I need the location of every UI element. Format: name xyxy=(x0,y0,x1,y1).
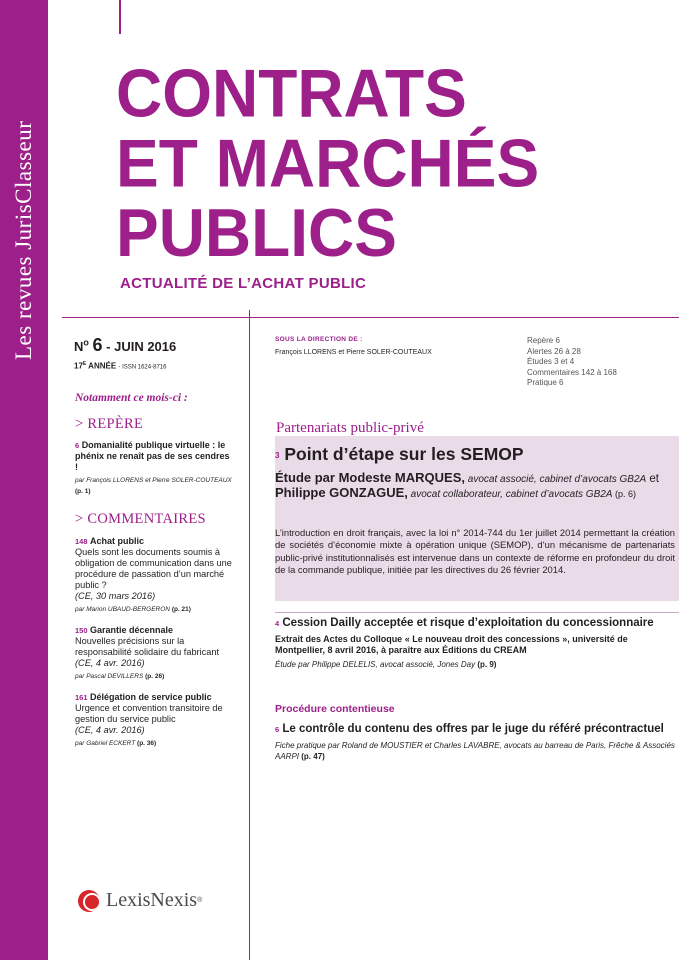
author-page: (p. 47) xyxy=(301,752,325,761)
direction-names: François LLORENS et Pierre SOLER-COUTEAUX xyxy=(275,349,432,356)
article-page: 4 xyxy=(275,619,280,628)
collection-label: Les revues JurisClasseur xyxy=(11,120,36,360)
issue-sup: o xyxy=(83,337,89,348)
toc-item: Pratique 6 xyxy=(527,378,564,387)
and-text: et xyxy=(646,473,659,485)
role-2: avocat collaborateur, cabinet d’avocats GB2A xyxy=(407,489,613,500)
item-ref: (CE, 30 mars 2016) xyxy=(75,591,156,601)
year-sup: E xyxy=(82,361,87,367)
toc-item: Alertes 26 à 28 xyxy=(527,346,581,356)
article-title-text: Cession Dailly acceptée et risque d’exploitation du concessionnaire xyxy=(282,617,654,629)
issue-prefix: N xyxy=(74,339,84,354)
author-name: par Marion UBAUD-BERGERON xyxy=(75,606,170,613)
auth-prefix: Étude par xyxy=(275,470,339,485)
year-label: ANNÉE xyxy=(86,361,117,371)
author-name: Fiche pratique par Roland de MOUSTIER et Charles LAVABRE, avocats au barreau de Paris, Frêche & Associés AARPI xyxy=(275,741,675,761)
item-desc: Urgence et convention transitoire de gestion du service public xyxy=(75,703,223,724)
item-page: 161 xyxy=(75,693,88,702)
title-line-2: ET MARCHÉS xyxy=(116,124,540,202)
page-ref: (p. 6) xyxy=(612,489,636,499)
article-dailly xyxy=(275,617,675,670)
item-author xyxy=(75,604,235,615)
author-name: par Pascal DEVILLERS xyxy=(75,673,144,680)
item-title: Domanialité publique virtuelle : le phénix ne renaît pas de ses cendres ! xyxy=(75,440,230,472)
featured-title-text: Point d’étape sur les SEMOP xyxy=(284,444,524,464)
article-author xyxy=(275,659,675,670)
sidebar-band xyxy=(0,0,48,960)
author-page: (p. 21) xyxy=(171,606,191,613)
issue-number xyxy=(74,335,176,356)
commentaires-heading: > COMMENTAIRES xyxy=(75,511,206,527)
item-desc: Quels sont les documents soumis à obligation de communication dans une procédure de passation d’un marché public ? xyxy=(75,547,232,590)
article-subtitle: Extrait des Actes du Colloque « Le nouveau droit des concessions », université de Montpellier, 8 avril 2016, à paraître aux Éditions du CREAM xyxy=(275,634,628,655)
article-page: 6 xyxy=(275,725,280,734)
item-author xyxy=(75,738,235,749)
author-name: Étude par Philippe DELELIS, avocat associé, Jones Day xyxy=(275,660,476,669)
item-ref: (CE, 4 avr. 2016) xyxy=(75,658,145,668)
author-1: Modeste MARQUES, xyxy=(338,470,465,485)
repere-item xyxy=(75,440,235,497)
featured-section-label: Partenariats public-privé xyxy=(276,420,424,436)
journal-title xyxy=(116,54,540,272)
role-1: avocat associé, cabinet d’avocats GB2A xyxy=(464,474,647,485)
title-line-3: PUBLICS xyxy=(116,194,397,272)
author-page: (p. 26) xyxy=(145,673,165,680)
item-author xyxy=(75,475,235,497)
year-num: 17 xyxy=(74,361,83,371)
comment-item xyxy=(75,692,235,749)
publisher-logo xyxy=(78,889,202,912)
item-author xyxy=(75,671,235,682)
item-page: 150 xyxy=(75,626,88,635)
divider-horizontal xyxy=(249,317,679,318)
issue-num: 6 xyxy=(92,335,103,355)
issue-date: - JUIN 2016 xyxy=(106,339,177,354)
featured-body: L’introduction en droit français, avec la loi n° 2014-744 du 1er juillet 2014 permettant la création de sociétés d’économie mixte à opération unique (SEMOP), d’un mécanisme de partenariats public-privé institutionnalisés est intervenue dans un contexte de réforme en profondeur du droit de la commande publique, initiée par les directives du 26 février 2014. xyxy=(275,527,675,576)
comment-item xyxy=(75,625,235,682)
toc-item: Commentaires 142 à 168 xyxy=(527,367,617,377)
author-2: Philippe GONZAGUE, xyxy=(275,485,408,500)
divider-top-vertical xyxy=(119,0,121,34)
item-page: 6 xyxy=(75,441,80,450)
item-ref: (CE, 4 avr. 2016) xyxy=(75,725,145,735)
featured-authors xyxy=(275,471,675,501)
article-controle xyxy=(275,723,675,762)
repere-heading: > REPÈRE xyxy=(75,416,144,432)
article-title xyxy=(275,723,675,736)
title-line-1: CONTRATS xyxy=(116,54,467,132)
issn: - ISSN 1624-8716 xyxy=(118,364,167,371)
logo-text: LexisNexis xyxy=(106,889,198,911)
divider-left-short xyxy=(62,317,249,318)
procedure-label: Procédure contentieuse xyxy=(275,703,395,715)
divider-article xyxy=(275,612,679,613)
item-title: Délégation de service public xyxy=(90,692,212,702)
author-page: (p. 9) xyxy=(477,660,497,669)
lexisnexis-logo-icon xyxy=(78,890,100,912)
featured-title xyxy=(275,444,524,465)
author-page: (p. 36) xyxy=(137,740,157,747)
toc-item: Repère 6 xyxy=(527,336,560,345)
article-author xyxy=(275,740,675,762)
registered-mark: ® xyxy=(197,897,203,904)
author-name: par Gabriel ECKERT xyxy=(75,740,136,747)
toc-list xyxy=(527,336,617,389)
author-page: (p. 1) xyxy=(75,488,91,495)
direction-label: SOUS LA DIRECTION DE : xyxy=(275,336,363,343)
article-title-text: Le contrôle du contenu des offres par le juge du référé précontractuel xyxy=(282,723,664,735)
featured-page: 3 xyxy=(275,450,280,460)
comment-item xyxy=(75,536,235,615)
issue-year xyxy=(74,361,166,371)
journal-subtitle: ACTUALITÉ DE L’ACHAT PUBLIC xyxy=(120,275,367,292)
author-name: par François LLORENS et Pierre SOLER-COUTEAUX xyxy=(75,477,232,484)
left-column xyxy=(75,392,235,749)
item-page: 148 xyxy=(75,537,88,546)
highlights-heading: Notamment ce mois-ci : xyxy=(75,392,188,404)
divider-main-vertical xyxy=(249,310,250,960)
item-title: Achat public xyxy=(90,536,145,546)
item-title: Garantie décennale xyxy=(90,625,174,635)
toc-item: Études 3 et 4 xyxy=(527,357,575,366)
article-title xyxy=(275,617,675,630)
item-desc: Nouvelles précisions sur la responsabilité solidaire du fabricant xyxy=(75,636,220,657)
